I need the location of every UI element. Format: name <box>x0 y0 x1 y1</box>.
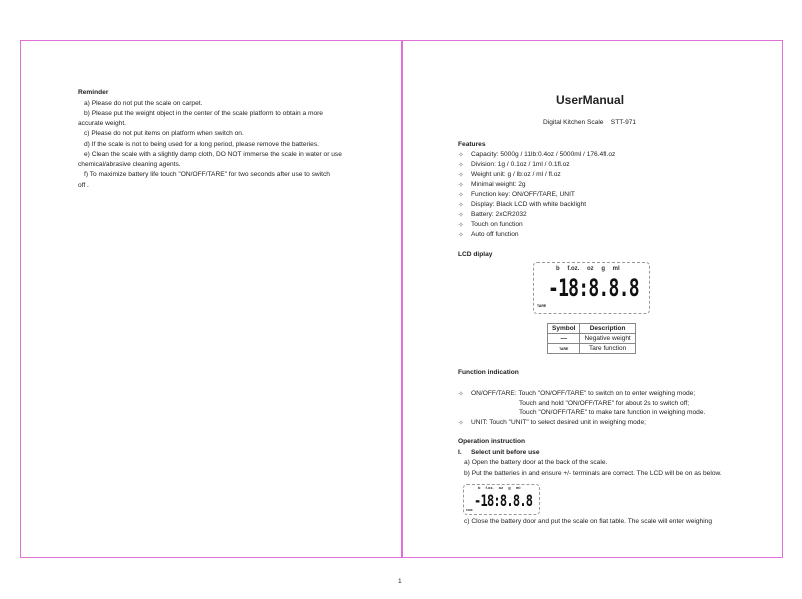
function-item: Touch "ON/OFF/TARE" to make tare function in weighing mode. <box>519 409 706 416</box>
bullet-icon: ✧ <box>458 182 464 189</box>
features-heading: Features <box>458 141 486 148</box>
reminder-line: f) To maximize battery life touch "ON/OFF/TARE" for two seconds after use to switch <box>84 171 330 178</box>
reminder-line: b) Please put the weight object in the center of the scale platform to obtain a more <box>84 110 323 117</box>
feature-item: Function key: ON/OFF/TARE, UNIT <box>471 191 575 198</box>
bullet-icon: ✧ <box>458 162 464 169</box>
step-line: a) Open the battery door at the back of the scale. <box>464 459 608 466</box>
feature-item: Capacity: 5000g / 11lb:0.4oz / 5000ml / 176.4fl.oz <box>471 151 616 158</box>
lcd-units: b f.oz. oz g ml <box>478 485 521 490</box>
bullet-icon: ✧ <box>458 192 464 199</box>
lcd-digits: -18:8.8.8 <box>474 491 533 510</box>
feature-item: Weight unit: g / lb:oz / ml / fl.oz <box>471 171 561 178</box>
bullet-icon: ✧ <box>458 172 464 179</box>
reminder-line: a) Please do not put the scale on carpet. <box>84 100 203 107</box>
symbol-cell: TARE <box>548 344 580 354</box>
operation-heading: Operation instruction <box>458 438 526 445</box>
page-number: 1 <box>398 578 402 585</box>
bullet-icon: ✧ <box>458 222 464 229</box>
bullet-icon: ✧ <box>458 202 464 209</box>
step-number: I. <box>458 449 462 456</box>
step-line: b) Put the batteries in and ensure +/- terminals are correct. The LCD will be on as below. <box>464 470 722 477</box>
bullet-icon: ✧ <box>458 420 464 427</box>
reminder-heading: Reminder <box>78 89 109 96</box>
reminder-line: c) Please do not put items on platform when switch on. <box>84 130 244 137</box>
description-cell: Negative weight <box>580 334 635 344</box>
reminder-line: off . <box>78 182 89 189</box>
feature-item: Auto off function <box>471 231 519 238</box>
description-cell: Tare function <box>580 344 635 354</box>
step-line: c) Close the battery door and put the scale on flat table. The scale will enter weighing <box>464 518 713 525</box>
lcd-heading: LCD diplay <box>458 251 493 258</box>
lcd-tare: TARE <box>537 304 547 308</box>
function-heading: Function indication <box>458 369 519 376</box>
feature-item: Division: 1g / 0.1oz / 1ml / 0.1fl.oz <box>471 161 570 168</box>
symbol-table <box>547 323 636 354</box>
symbol-cell: — <box>548 334 580 344</box>
lcd-digits: -18:8.8.8 <box>548 274 639 302</box>
bullet-icon: ✧ <box>458 152 464 159</box>
reminder-line: chemical/abrasive cleaning agents. <box>78 161 181 168</box>
feature-item: Minimal weight: 2g <box>471 181 526 188</box>
lcd-display-small-image <box>463 484 540 515</box>
bullet-icon: ✧ <box>458 232 464 239</box>
subtitle: Digital Kitchen Scale STT-971 <box>543 119 637 126</box>
feature-item: Display: Black LCD with white backlight <box>471 201 587 208</box>
feature-item: Battery: 2xCR2032 <box>471 211 527 218</box>
feature-item: Touch on function <box>471 221 523 228</box>
function-item: ON/OFF/TARE: Touch "ON/OFF/TARE" to switch on to enter weighing mode; <box>471 390 696 397</box>
reminder-line: d) If the scale is not to being used for a long period, please remove the batteries. <box>84 141 319 148</box>
page-title: UserManual <box>556 93 625 107</box>
step-title: Select unit before use <box>471 449 540 456</box>
lcd-display-image <box>533 262 650 314</box>
bullet-icon: ✧ <box>458 391 464 398</box>
col-symbol: Symbol <box>548 324 580 334</box>
lcd-tare: TARE <box>466 509 473 512</box>
col-description: Description <box>580 324 635 334</box>
reminder-line: accurate weight. <box>78 120 127 127</box>
bullet-icon: ✧ <box>458 212 464 219</box>
function-item: UNIT: Touch "UNIT" to select desired unit in weighing mode; <box>471 419 646 426</box>
reminder-line: e) Clean the scale with a slightly damp cloth, DO NOT immerse the scale in water or use <box>84 151 342 158</box>
lcd-units: b f.oz. oz g ml <box>556 266 620 272</box>
function-item: Touch and hold "ON/OFF/TARE" for about 2s to switch off; <box>519 400 690 407</box>
